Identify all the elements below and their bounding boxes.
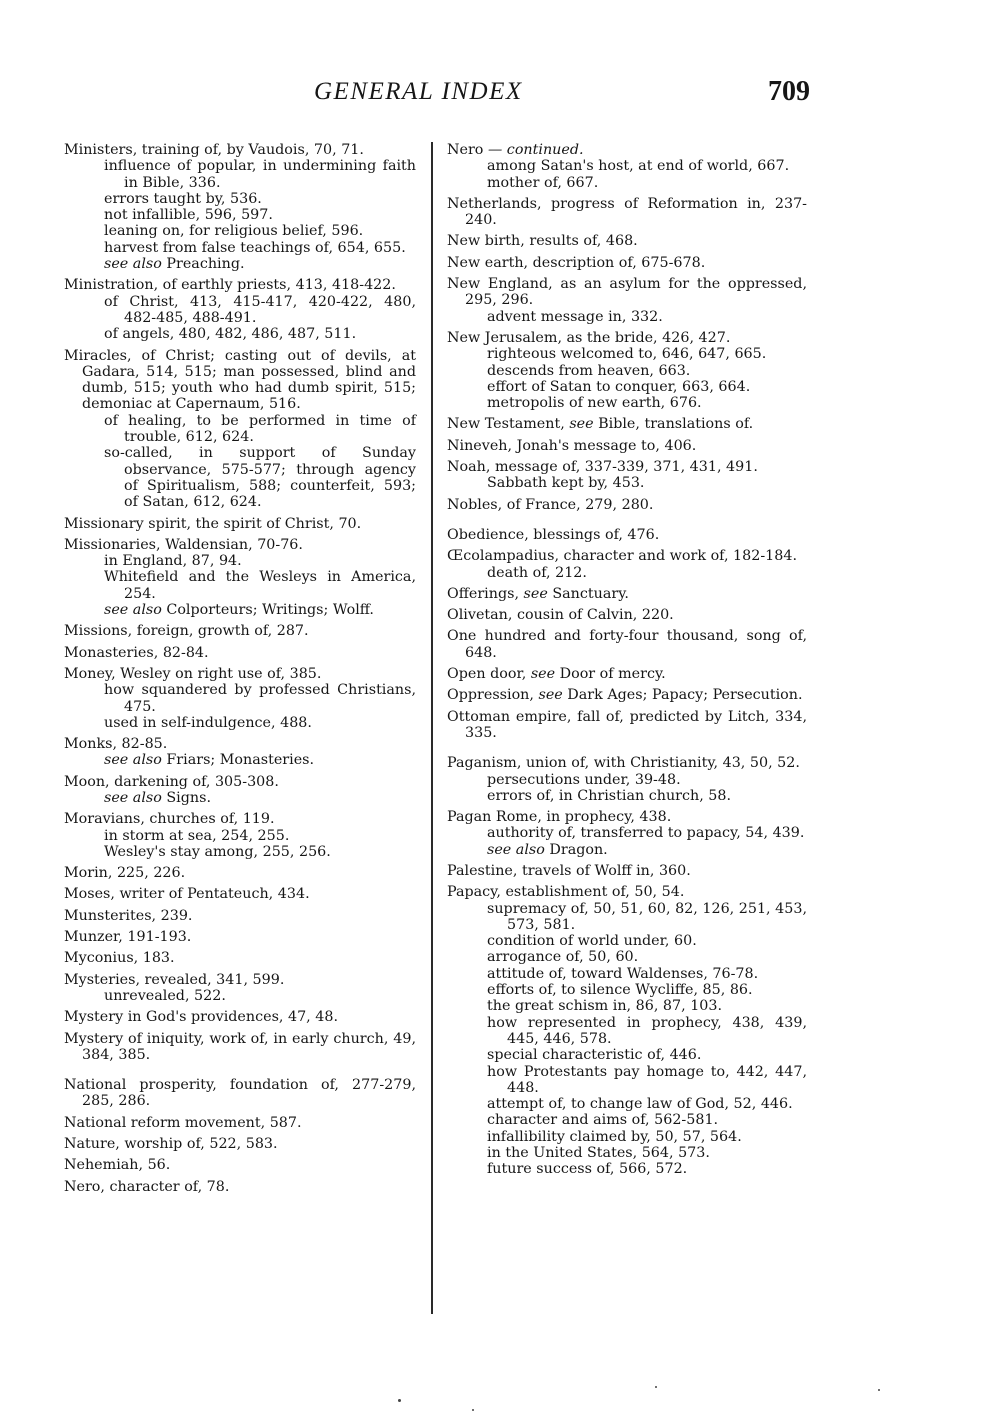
index-entry: Moon, darkening of, 305-308.	[64, 773, 279, 790]
index-entry: Netherlands, progress of Reformation in, 237-240.	[447, 195, 807, 229]
index-entry: New birth, results of, 468.	[447, 233, 638, 250]
index-subentry: used in self-indulgence, 488.	[104, 714, 312, 731]
print-speck	[878, 1389, 880, 1391]
see-also-label: see also	[104, 789, 162, 806]
index-entry: Olivetan, cousin of Calvin, 220.	[447, 607, 674, 624]
index-entry: New Testament, see Bible, translations of.	[447, 416, 754, 433]
index-entry: Ministers, training of, by Vaudois, 70, 71.	[64, 142, 364, 158]
see-label: see	[523, 585, 548, 602]
index-subentry: attitude of, toward Waldenses, 76-78.	[487, 965, 759, 982]
index-entry: Mysteries, revealed, 341, 599.	[64, 971, 285, 988]
index-subentry: descends from heaven, 663.	[487, 362, 691, 379]
index-entry: Myconius, 183.	[64, 950, 175, 967]
index-entry: Nineveh, Jonah's message to, 406.	[447, 437, 697, 454]
index-entry: Moses, writer of Pentateuch, 434.	[64, 886, 310, 903]
index-entry: Munzer, 191-193.	[64, 929, 192, 946]
index-subentry: advent message in, 332.	[487, 308, 663, 325]
index-entry: Missionaries, Waldensian, 70-76.	[64, 536, 303, 553]
index-entry: Ottoman empire, fall of, predicted by Litch, 334, 335.	[447, 708, 807, 741]
index-subentry: supremacy of, 50, 51, 60, 82, 126, 251, 453, 573, 581.	[487, 900, 807, 933]
index-entry: Missions, foreign, growth of, 287.	[64, 623, 309, 640]
index-subentry: errors of, in Christian church, 58.	[487, 787, 732, 804]
index-entry: Nero — continued.	[447, 142, 584, 158]
index-subentry: how squandered by professed Christians, 475.	[104, 682, 416, 715]
index-subentry: see also Signs.	[104, 789, 211, 806]
index-entry: Open door, see Door of mercy.	[447, 666, 666, 683]
index-subentry: in the United States, 564, 573.	[487, 1145, 710, 1162]
index-entry: Papacy, establishment of, 50, 54.	[447, 884, 685, 901]
index-subentry: effort of Satan to conquer, 663, 664.	[487, 378, 751, 395]
index-subentry: of angels, 480, 482, 486, 487, 511.	[104, 326, 357, 343]
column-divider	[431, 142, 433, 1314]
index-subentry: leaning on, for religious belief, 596.	[104, 223, 364, 240]
index-entry: Nehemiah, 56.	[64, 1157, 171, 1174]
index-entry: One hundred and forty-four thousand, song of, 648.	[447, 628, 807, 661]
index-subentry: of Christ, 413, 415-417, 420-422, 480, 482-485, 488-491.	[104, 293, 416, 326]
index-subentry: not infallible, 596, 597.	[104, 207, 273, 224]
print-speck	[398, 1399, 401, 1402]
index-subentry: persecutions under, 39-48.	[487, 771, 681, 788]
index-subentry: mother of, 667.	[487, 174, 599, 191]
index-subentry: see also Friars; Monasteries.	[104, 752, 315, 769]
index-entry: New Jerusalem, as the bride, 426, 427.	[447, 329, 731, 346]
index-subentry: metropolis of new earth, 676.	[487, 395, 702, 412]
index-subentry: special characteristic of, 446.	[487, 1047, 702, 1064]
index-subentry: harvest from false teachings of, 654, 655.	[104, 239, 406, 256]
continued-label: — continued.	[487, 142, 584, 158]
see-also-label: see also	[487, 841, 545, 858]
index-entry: Ministration, of earthly priests, 413, 418-422.	[64, 277, 396, 294]
index-subentry: Wesley's stay among, 255, 256.	[104, 843, 331, 860]
index-subentry: authority of, transferred to papacy, 54, 439.	[487, 825, 805, 842]
index-subentry: condition of world under, 60.	[487, 933, 697, 950]
index-subentry: in storm at sea, 254, 255.	[104, 827, 290, 844]
index-subentry: how Protestants pay homage to, 442, 447, 448.	[487, 1063, 807, 1096]
index-entry: Offerings, see Sanctuary.	[447, 585, 629, 602]
index-subentry: death of, 212.	[487, 564, 587, 581]
page-number: 709	[768, 76, 810, 107]
running-head-title: GENERAL INDEX	[314, 78, 523, 105]
index-entry: Monasteries, 82-84.	[64, 644, 209, 661]
index-entry: Munsterites, 239.	[64, 907, 193, 924]
index-column-right	[447, 142, 807, 1178]
index-entry: Palestine, travels of Wolff in, 360.	[447, 862, 691, 879]
index-entry: New England, as an asylum for the oppressed, 295, 296.	[447, 276, 807, 309]
see-label: see	[538, 687, 563, 704]
index-subentry: character and aims of, 562-581.	[487, 1112, 719, 1129]
index-entry: Monks, 82-85.	[64, 736, 168, 753]
index-subentry: Whitefield and the Wesleys in America, 254.	[104, 569, 416, 602]
index-entry: Missionary spirit, the spirit of Christ, 70.	[64, 515, 362, 532]
index-entry: Œcolampadius, character and work of, 182-184.	[447, 548, 797, 565]
index-subentry: Sabbath kept by, 453.	[487, 475, 645, 492]
print-speck	[655, 1386, 657, 1388]
index-subentry: see also Preaching.	[104, 256, 245, 273]
index-entry: National reform movement, 587.	[64, 1114, 302, 1131]
index-subentry: errors taught by, 536.	[104, 190, 262, 207]
index-subentry: righteous welcomed to, 646, 647, 665.	[487, 346, 767, 363]
index-entry: Mystery in God's providences, 47, 48.	[64, 1009, 339, 1026]
index-subentry: arrogance of, 50, 60.	[487, 949, 639, 966]
see-also-label: see also	[104, 256, 162, 273]
index-subentry: in England, 87, 94.	[104, 553, 242, 570]
index-entry: Moravians, churches of, 119.	[64, 811, 275, 828]
index-entry: Money, Wesley on right use of, 385.	[64, 665, 322, 682]
index-entry: Nobles, of France, 279, 280.	[447, 496, 654, 513]
index-entry: Pagan Rome, in prophecy, 438.	[447, 809, 672, 826]
index-entry: Obedience, blessings of, 476.	[447, 526, 660, 543]
see-also-label: see also	[104, 752, 162, 769]
index-subentry: how represented in prophecy, 438, 439, 445, 446, 578.	[487, 1014, 807, 1047]
index-column-left	[64, 142, 416, 1200]
index-subentry: see also Colporteurs; Writings; Wolff.	[104, 602, 374, 619]
index-subentry: unrevealed, 522.	[104, 987, 226, 1004]
index-subentry: among Satan's host, at end of world, 667.	[487, 158, 790, 175]
index-subentry: attempt of, to change law of God, 52, 446.	[487, 1096, 793, 1113]
see-also-label: see also	[104, 602, 162, 619]
index-entry: Nero, character of, 78.	[64, 1178, 230, 1195]
index-entry: Noah, message of, 337-339, 371, 431, 491.	[447, 459, 758, 476]
index-entry: New earth, description of, 675-678.	[447, 254, 706, 271]
index-entry: Mystery of iniquity, work of, in early church, 49, 384, 385.	[64, 1030, 416, 1063]
index-subentry: so-called, in support of Sunday observance, 575-577; through agency of Spiritualism, 588; counterfeit, 593; of Satan, 612, 624.	[104, 445, 416, 511]
index-entry: Morin, 225, 226.	[64, 865, 186, 882]
index-subentry: influence of popular, in undermining faith in Bible, 336.	[104, 158, 416, 191]
index-entry: National prosperity, foundation of, 277-279, 285, 286.	[64, 1077, 416, 1110]
index-subentry: the great schism in, 86, 87, 103.	[487, 998, 723, 1015]
print-speck	[472, 1409, 474, 1411]
index-entry: Oppression, see Dark Ages; Papacy; Persecution.	[447, 687, 803, 704]
index-entry: Nature, worship of, 522, 583.	[64, 1136, 278, 1153]
index-entry: Paganism, union of, with Christianity, 43, 50, 52.	[447, 755, 800, 772]
index-subentry: of healing, to be performed in time of trouble, 612, 624.	[104, 412, 416, 446]
index-entry: Miracles, of Christ; casting out of devils, at Gadara, 514, 515; man possessed, blind and dumb, 515; youth who had dumb spirit, 515; demoniac at Capernaum, 516.	[64, 347, 416, 413]
see-label: see	[569, 416, 594, 433]
index-subentry: future success of, 566, 572.	[487, 1161, 688, 1178]
index-subentry: efforts of, to silence Wycliffe, 85, 86.	[487, 982, 753, 999]
index-subentry: infallibility claimed by, 50, 57, 564.	[487, 1128, 742, 1145]
index-subentry: see also Dragon.	[487, 841, 608, 858]
see-label: see	[530, 666, 556, 683]
